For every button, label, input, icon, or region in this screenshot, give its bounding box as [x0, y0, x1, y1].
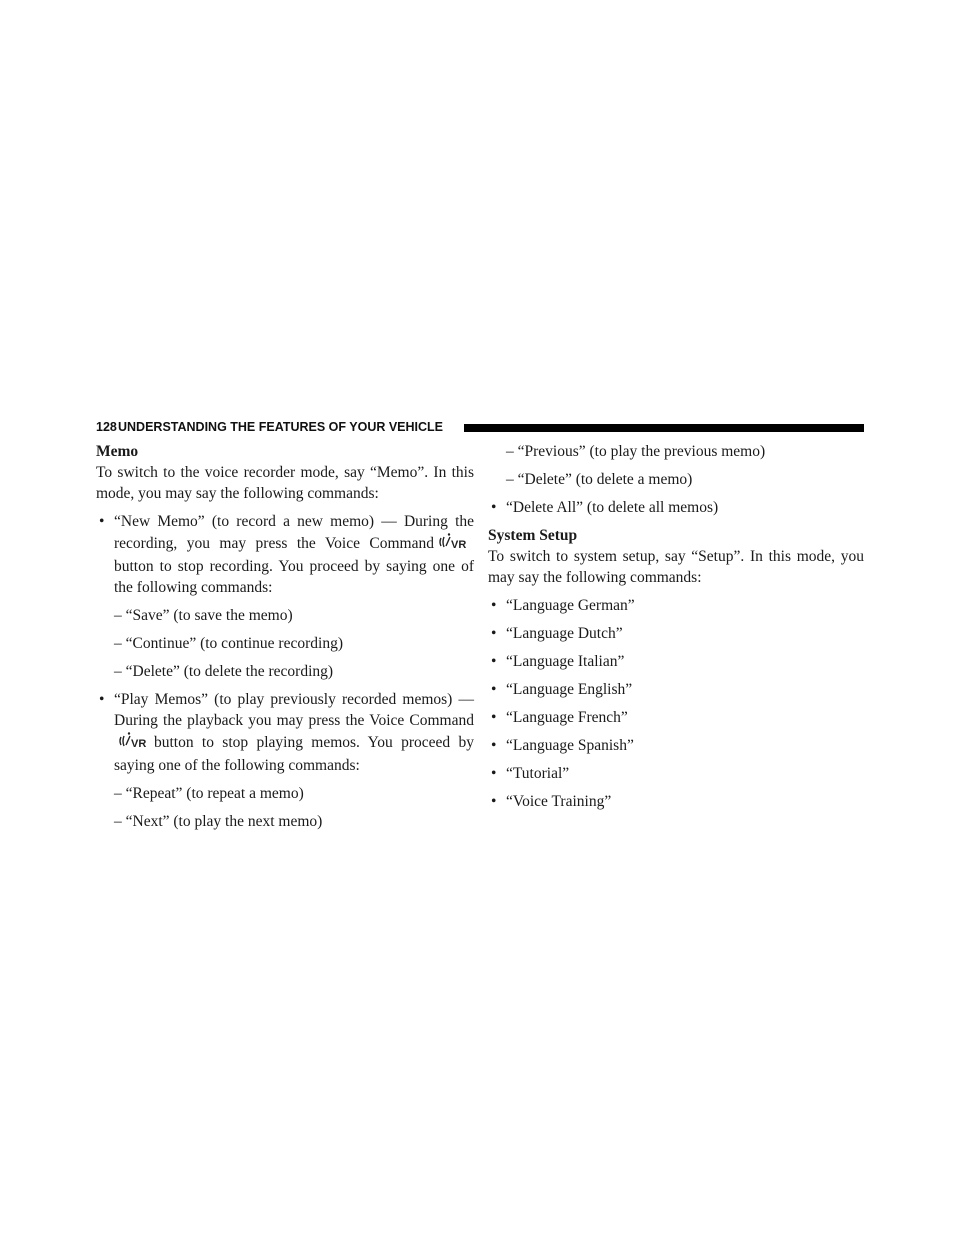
delete-all-text: “Delete All” (to delete all memos) [506, 499, 719, 516]
bullet-icon: • [491, 709, 497, 726]
command-text: “Language English” [506, 681, 633, 698]
bullet-icon: • [99, 691, 105, 708]
page-header [96, 419, 864, 435]
command-text: “Language German” [506, 597, 635, 614]
left-column [96, 441, 474, 832]
list-item-delete-all [488, 497, 864, 518]
new-memo-text-a: “New Memo” (to record a new memo) — During the recording, you may press the Voice Command [114, 513, 474, 552]
memo-intro: To switch to the voice recorder mode, say “Memo”. In this mode, you may say the following commands: [96, 464, 474, 502]
play-memos-text-a: “Play Memos” (to play previously recorded memos) — During the playback you may press the Voice Command [114, 691, 474, 729]
command-text: “Language Spanish” [506, 737, 634, 754]
memo-heading: Memo [96, 443, 139, 460]
list-item [488, 595, 864, 616]
list-item-delete-memo: – “Delete” (to delete a memo) [506, 471, 693, 488]
command-text: “Language Dutch” [506, 625, 623, 642]
svg-text:VR: VR [451, 539, 467, 550]
header-rule [464, 424, 864, 432]
bullet-icon: • [491, 625, 497, 642]
bullet-icon: • [491, 681, 497, 698]
command-text: “Voice Training” [506, 793, 612, 810]
voice-command-vr-icon [438, 532, 470, 556]
bullet-icon: • [99, 513, 105, 530]
bullet-icon: • [491, 765, 497, 782]
new-memo-text-b: button to stop recording. You proceed by saying one of the following commands: [114, 558, 474, 596]
bullet-icon: • [491, 793, 497, 810]
list-item [488, 623, 864, 644]
list-item [488, 735, 864, 756]
bullet-icon: • [491, 737, 497, 754]
list-item [488, 651, 864, 672]
list-item [488, 763, 864, 784]
page-number: 128 [96, 420, 117, 434]
list-item [488, 679, 864, 700]
list-item-delete-recording: – “Delete” (to delete the recording) [114, 663, 334, 680]
list-item [488, 707, 864, 728]
list-item-play-memos [96, 689, 474, 776]
list-item-repeat: – “Repeat” (to repeat a memo) [114, 785, 304, 802]
command-text: “Tutorial” [506, 765, 570, 782]
list-item [488, 791, 864, 812]
right-column [488, 441, 864, 812]
list-item-new-memo [96, 511, 474, 598]
voice-command-vr-icon [118, 731, 150, 755]
list-item-previous: – “Previous” (to play the previous memo) [506, 443, 766, 460]
section-title: UNDERSTANDING THE FEATURES OF YOUR VEHICLE [118, 420, 444, 434]
setup-commands-list [488, 595, 864, 812]
bullet-icon: • [491, 499, 497, 516]
list-item-next: – “Next” (to play the next memo) [114, 813, 323, 830]
svg-text:VR: VR [131, 738, 147, 749]
bullet-icon: • [491, 597, 497, 614]
command-text: “Language Italian” [506, 653, 625, 670]
list-item-save: – “Save” (to save the memo) [114, 607, 293, 624]
play-memos-text-b: button to stop playing memos. You proceed by saying one of the following commands: [114, 734, 474, 774]
list-item-continue: – “Continue” (to continue recording) [114, 635, 343, 652]
command-text: “Language French” [506, 709, 628, 726]
system-setup-intro: To switch to system setup, say “Setup”. In this mode, you may say the following commands: [488, 548, 864, 586]
bullet-icon: • [491, 653, 497, 670]
system-setup-heading: System Setup [488, 527, 578, 544]
